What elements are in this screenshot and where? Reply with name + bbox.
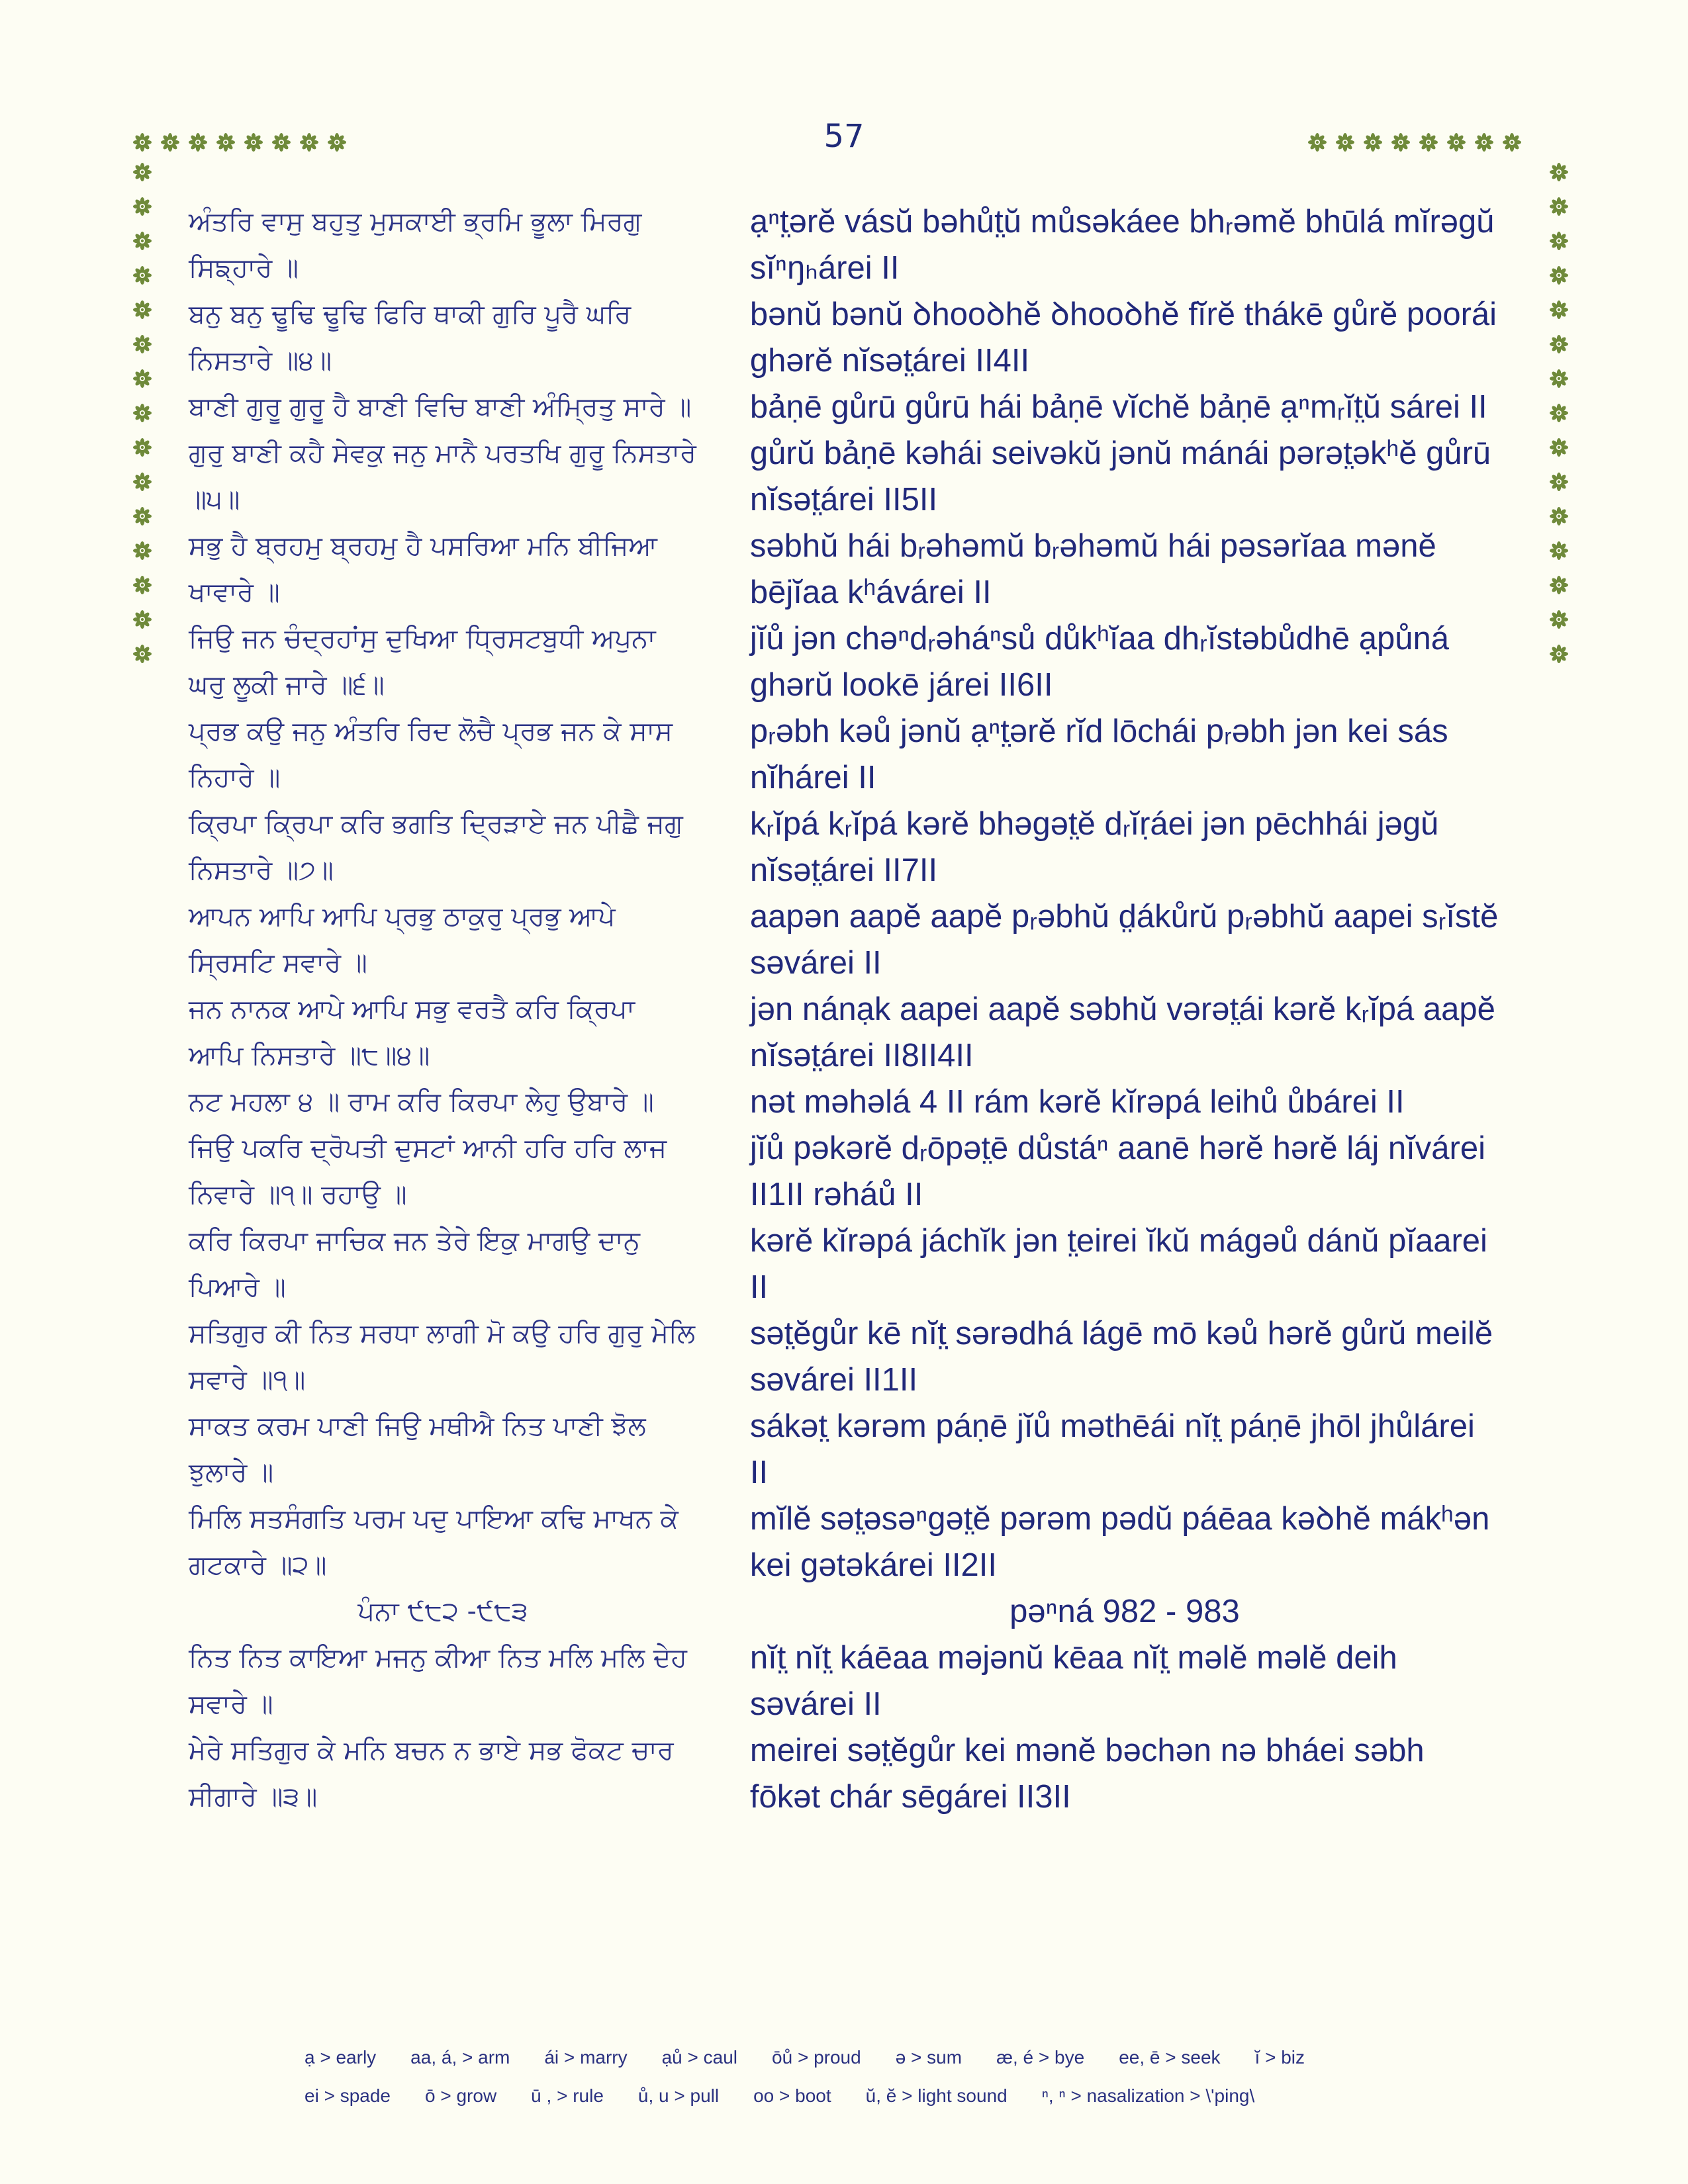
legend-item: ū , > rule (531, 2085, 604, 2106)
verse-row (189, 708, 1499, 801)
transliteration-line: nĭt̤ nĭt̤ káēaa məjənŭ kēaa nĭt̤ məlĕ məlĕ deih səvárei II (749, 1640, 1397, 1722)
flower-icon (132, 300, 152, 320)
flower-icon (1549, 610, 1569, 629)
gurmukhi-line: ਜਿਉ ਪਕਰਿ ਦ੍ਰੋਪਤੀ ਦੁਸਟਾਂ ਆਨੀ ਹਰਿ ਹਰਿ ਲਾਜ ਨਿਵਾਰੇ ॥੧॥ ਰਹਾਉ ॥ (189, 1133, 667, 1210)
flower-icon (1549, 162, 1569, 182)
flower-icon (132, 132, 152, 152)
transliteration-line: aapən aapĕ aapĕ pᵣəbhŭ d̤ákůrŭ pᵣəbhŭ aapei sᵣĭstĕ səvárei II (749, 899, 1499, 981)
legend-item: æ, é > bye (996, 2047, 1085, 2068)
verse-row (189, 893, 1499, 986)
flower-icon (1363, 132, 1383, 152)
gurmukhi-line: ਗੁਰੁ ਬਾਣੀ ਕਹੈ ਸੇਵਕੁ ਜਨੁ ਮਾਨੈ ਪਰਤਖਿ ਗੁਰੂ ਨਿਸਤਾਰੇ ॥੫॥ (189, 438, 696, 515)
gurmukhi-line: ਬਾਣੀ ਗੁਰੂ ਗੁਰੂ ਹੈ ਬਾਣੀ ਵਿਚਿ ਬਾਣੀ ਅੰਮ੍ਰਿਤੁ ਸਾਰੇ ॥ (189, 392, 692, 422)
flower-icon (132, 506, 152, 526)
legend-item: ů, u > pull (637, 2085, 720, 2106)
gurmukhi-line: ਜਿਉ ਜਨ ਚੰਦ੍ਰਹਾਂਸੁ ਦੁਖਿਆ ਧ੍ਰਿਸਟਬੁਧੀ ਅਪੁਨਾ ਘਰੁ ਲੂਕੀ ਜਾਰੇ ॥੬॥ (189, 623, 656, 700)
transliteration-line: jĭů jən chəⁿdᵣəháⁿsů důkʰĭaa dhᵣĭstəbůdhē ạpůná ghərŭ lookē járei II6II (749, 621, 1449, 703)
verse-row (189, 1079, 1499, 1125)
flower-icon (1335, 132, 1355, 152)
flower-icon (1474, 132, 1494, 152)
legend-item: ei > spade (305, 2085, 391, 2106)
verse-row (189, 801, 1499, 893)
verse-row (189, 199, 1499, 291)
transliteration-line: kərĕ kĭrəpá jáchĭk jən t̤eirei ĭkŭ mágəů dánŭ pĭaarei II (749, 1223, 1487, 1305)
transliteration-line: jən nánạk aapei aapĕ səbhŭ vərət̤ái kərĕ kᵣĭpá aapĕ nĭsət̤árei II8II4II (749, 991, 1495, 1073)
verse-row (189, 430, 1499, 523)
gurmukhi-line: ਕ੍ਰਿਪਾ ਕ੍ਰਿਪਾ ਕਰਿ ਭਗਤਿ ਦ੍ਰਿੜਾਏ ਜਨ ਪੀਛੈ ਜਗੁ ਨਿਸਤਾਰੇ ॥੭॥ (189, 809, 683, 886)
flower-icon (1549, 334, 1569, 354)
transliteration-line: səbhŭ hái bᵣəhəmŭ bᵣəhəmŭ hái pəsərĭaa mənĕ bējĭaa kʰávárei II (749, 528, 1436, 610)
legend-item: ō > grow (425, 2085, 497, 2106)
verse-row (189, 291, 1499, 384)
ornament-row-top-left (132, 132, 347, 152)
flower-icon (327, 132, 347, 152)
gurmukhi-line: ਨਟ ਮਹਲਾ ੪ ॥ ਰਾਮ ਕਰਿ ਕਿਰਪਾ ਲੇਹੁ ਉਬਾਰੇ ॥ (189, 1087, 654, 1117)
gurmukhi-line: ਮੇਰੇ ਸਤਿਗੁਰ ਕੇ ਮਨਿ ਬਚਨ ਨ ਭਾਏ ਸਭ ਫੋਕਟ ਚਾਰ ਸੀਗਾਰੇ ॥੩॥ (189, 1735, 674, 1812)
verse-row (189, 1310, 1499, 1403)
flower-icon (1549, 437, 1569, 457)
legend-item: ạů > caul (661, 2047, 738, 2068)
legend-item: ĭ > biz (1254, 2047, 1305, 2068)
transliteration-line: meirei sət̤ĕgůr kei mənĕ bəchən nə bháei səbh fōkət chár sēgárei II3II (749, 1733, 1425, 1815)
flower-icon (1549, 575, 1569, 595)
legend-item: ee, ē > seek (1119, 2047, 1221, 2068)
flower-icon (132, 541, 152, 561)
flower-icon (132, 575, 152, 595)
gurmukhi-line: ਬਨੁ ਬਨੁ ਢੂਢਿ ਢੂਢਿ ਫਿਰਿ ਥਾਕੀ ਗੁਰਿ ਪੂਰੈ ਘਰਿ ਨਿਸਤਾਰੇ ॥੪॥ (189, 299, 632, 376)
flower-icon (132, 644, 152, 664)
flower-icon (1549, 369, 1569, 388)
legend-row (305, 2077, 1496, 2115)
flower-icon (1391, 132, 1411, 152)
flower-icon (1549, 300, 1569, 320)
gurmukhi-line: ਪ੍ਰਭ ਕਉ ਜਨੁ ਅੰਤਰਿ ਰਿਦ ਲੋਚੈ ਪ੍ਰਭ ਜਨ ਕੇ ਸਾਸ ਨਿਹਾਰੇ ॥ (189, 716, 673, 793)
flower-icon (132, 231, 152, 251)
flower-icon (132, 197, 152, 216)
verse-row (189, 1635, 1499, 1727)
flower-icon (132, 610, 152, 629)
gurmukhi-line: ਜਨ ਨਾਨਕ ਆਪੇ ਆਪਿ ਸਭੁ ਵਰਤੈ ਕਰਿ ਕ੍ਰਿਪਾ ਆਪਿ ਨਿਸਤਾਰੇ ॥੮॥੪॥ (189, 994, 635, 1071)
transliteration-line: kᵣĭpá kᵣĭpá kərĕ bhəgət̤ĕ dᵣĭṛáei jən pēchhái jəgŭ nĭsət̤árei II7II (749, 806, 1439, 888)
flower-icon (1549, 541, 1569, 561)
flower-icon (1307, 132, 1327, 152)
verse-row (189, 1218, 1499, 1310)
flower-icon (1549, 197, 1569, 216)
verse-table (189, 199, 1499, 1820)
flower-icon (1549, 472, 1569, 492)
gurmukhi-line: ਸਭੁ ਹੈ ਬ੍ਰਹਮੁ ਬ੍ਰਹਮੁ ਹੈ ਪਸਰਿਆ ਮਨਿ ਬੀਜਿਆ ਖਾਵਾਰੇ ॥ (189, 531, 657, 608)
ornament-row-top-right (1307, 132, 1522, 152)
flower-icon (1549, 231, 1569, 251)
flower-icon (188, 132, 208, 152)
flower-icon (299, 132, 319, 152)
flower-icon (1549, 644, 1569, 664)
verse-row (189, 1496, 1499, 1588)
verse-row (189, 384, 1499, 430)
legend-item: ⁿ, ⁿ > nasalization > \'ping\ (1041, 2085, 1255, 2106)
verse-row (189, 523, 1499, 615)
transliteration-line: mĭlĕ sət̤əsəⁿgət̤ĕ pərəm pədŭ páēaa kəꝺhĕ mákʰən kei gətəkárei II2II (749, 1501, 1490, 1583)
gurmukhi-line: ਮਿਲਿ ਸਤਸੰਗਤਿ ਪਰਮ ਪਦੁ ਪਾਇਆ ਕਢਿ ਮਾਖਨ ਕੇ ਗਟਕਾਰੇ ॥੨॥ (189, 1504, 679, 1580)
flower-icon (132, 334, 152, 354)
flower-icon (244, 132, 263, 152)
flower-icon (132, 369, 152, 388)
transliteration-line: nət məhəlá 4 II rám kərĕ kĭrəpá leihů ůbárei II (749, 1084, 1405, 1120)
flower-icon (1549, 265, 1569, 285)
page-reference-row (189, 1588, 1499, 1635)
verse-row (189, 615, 1499, 708)
flower-icon (216, 132, 236, 152)
flower-icon (160, 132, 180, 152)
legend-item: ạ > early (305, 2047, 377, 2068)
legend-item: ə > sum (895, 2047, 962, 2068)
gurmukhi-line: ਸਾਕਤ ਕਰਮ ਪਾਣੀ ਜਿਉ ਮਥੀਐ ਨਿਤ ਪਾਣੀ ਝੋਲ ਝੁਲਾਰੇ ॥ (189, 1411, 646, 1488)
legend-item: ŭ, ĕ > light sound (865, 2085, 1008, 2106)
gurmukhi-line: ਪੰਨਾ ੯੮੨ -੯੮੩ (357, 1596, 528, 1627)
legend-item: ōů > proud (772, 2047, 861, 2068)
ornament-column-left (132, 162, 152, 664)
transliteration-line: sət̤ĕgůr kē nĭt̤ sərədhá lágē mō kəů hərĕ gůrŭ meilĕ səvárei II1II (749, 1316, 1493, 1398)
transliteration-line: pᵣəbh kəů jənŭ ạⁿt̤ərĕ rĭd lōchái pᵣəbh jən kei sás nĭhárei II (749, 713, 1448, 796)
transliteration-line: bənŭ bənŭ ꝺhooꝺhĕ ꝺhooꝺhĕ fĭrĕ thákē gůrĕ poorái ghərĕ nĭsət̤árei II4II (749, 296, 1497, 379)
transliteration-line: pəⁿná 982 - 983 (1009, 1594, 1240, 1629)
gurmukhi-line: ਕਰਿ ਕਿਰਪਾ ਜਾਚਿਕ ਜਨ ਤੇਰੇ ਇਕੁ ਮਾਗਉ ਦਾਨੁ ਪਿਆਰੇ ॥ (189, 1226, 640, 1302)
flower-icon (132, 162, 152, 182)
verse-row (189, 1125, 1499, 1218)
legend-item: aa, á, > arm (410, 2047, 510, 2068)
gurmukhi-line: ਆਪਨ ਆਪਿ ਆਪਿ ਪ੍ਰਭੁ ਠਾਕੁਰੁ ਪ੍ਰਭੁ ਆਪੇ ਸ੍ਰਿਸਟਿ ਸਵਾਰੇ ॥ (189, 901, 616, 978)
gurmukhi-line: ਨਿਤ ਨਿਤ ਕਾਇਆ ਮਜਨੁ ਕੀਆ ਨਿਤ ਮਲਿ ਮਲਿ ਦੇਹ ਸਵਾਰੇ ॥ (189, 1643, 687, 1719)
ornament-column-right (1549, 162, 1569, 664)
legend-row (305, 2038, 1496, 2077)
verse-row (189, 1727, 1499, 1820)
flower-icon (1446, 132, 1466, 152)
transliteration-line: ạⁿt̤ərĕ vásŭ bəhůt̤ŭ můsəkáee bhᵣəmĕ bhūlá mĭrəgŭ sĭⁿŋₕárei II (749, 204, 1495, 286)
flower-icon (271, 132, 291, 152)
verse-row (189, 1403, 1499, 1496)
transliteration-line: gůrŭ bảṇē kəhái seivəkŭ jənŭ mánái pərət̤əkʰĕ gůrū nĭsət̤árei II5II (749, 435, 1491, 518)
flower-icon (132, 437, 152, 457)
flower-icon (1419, 132, 1438, 152)
transliteration-line: bảṇē gůrū gůrū hái bảṇē vĭchĕ bảṇē ạⁿmᵣĭt̤ŭ sárei II (749, 389, 1487, 425)
page-number: 57 (823, 118, 865, 155)
flower-icon (132, 472, 152, 492)
flower-icon (132, 265, 152, 285)
flower-icon (1502, 132, 1522, 152)
flower-icon (132, 403, 152, 423)
verse-row (189, 986, 1499, 1079)
transliteration-line: jĭů pəkərĕ dᵣōpət̤ē důstáⁿ aanē hərĕ hərĕ láj nĭvárei II1II rəháů II (749, 1130, 1485, 1212)
legend-item: oo > boot (753, 2085, 831, 2106)
transliteration-line: sákət̤ kərəm páṇē jĭů məthēái nĭt̤ páṇē jhōl jhůlárei II (749, 1408, 1475, 1490)
gurmukhi-line: ਸਤਿਗੁਰ ਕੀ ਨਿਤ ਸਰਧਾ ਲਾਗੀ ਮੋ ਕਉ ਹਰਿ ਗੁਰੁ ਮੇਲਿ ਸਵਾਰੇ ॥੧॥ (189, 1318, 696, 1395)
legend-item: ái > marry (544, 2047, 628, 2068)
pronunciation-legend (305, 2038, 1496, 2115)
gurmukhi-line: ਅੰਤਰਿ ਵਾਸੁ ਬਹੁਤੁ ਮੁਸਕਾਈ ਭ੍ਰਮਿ ਭੂਲਾ ਮਿਰਗੁ ਸਿਙ੍ਹਾਰੇ ॥ (189, 206, 642, 283)
flower-icon (1549, 403, 1569, 423)
flower-icon (1549, 506, 1569, 526)
